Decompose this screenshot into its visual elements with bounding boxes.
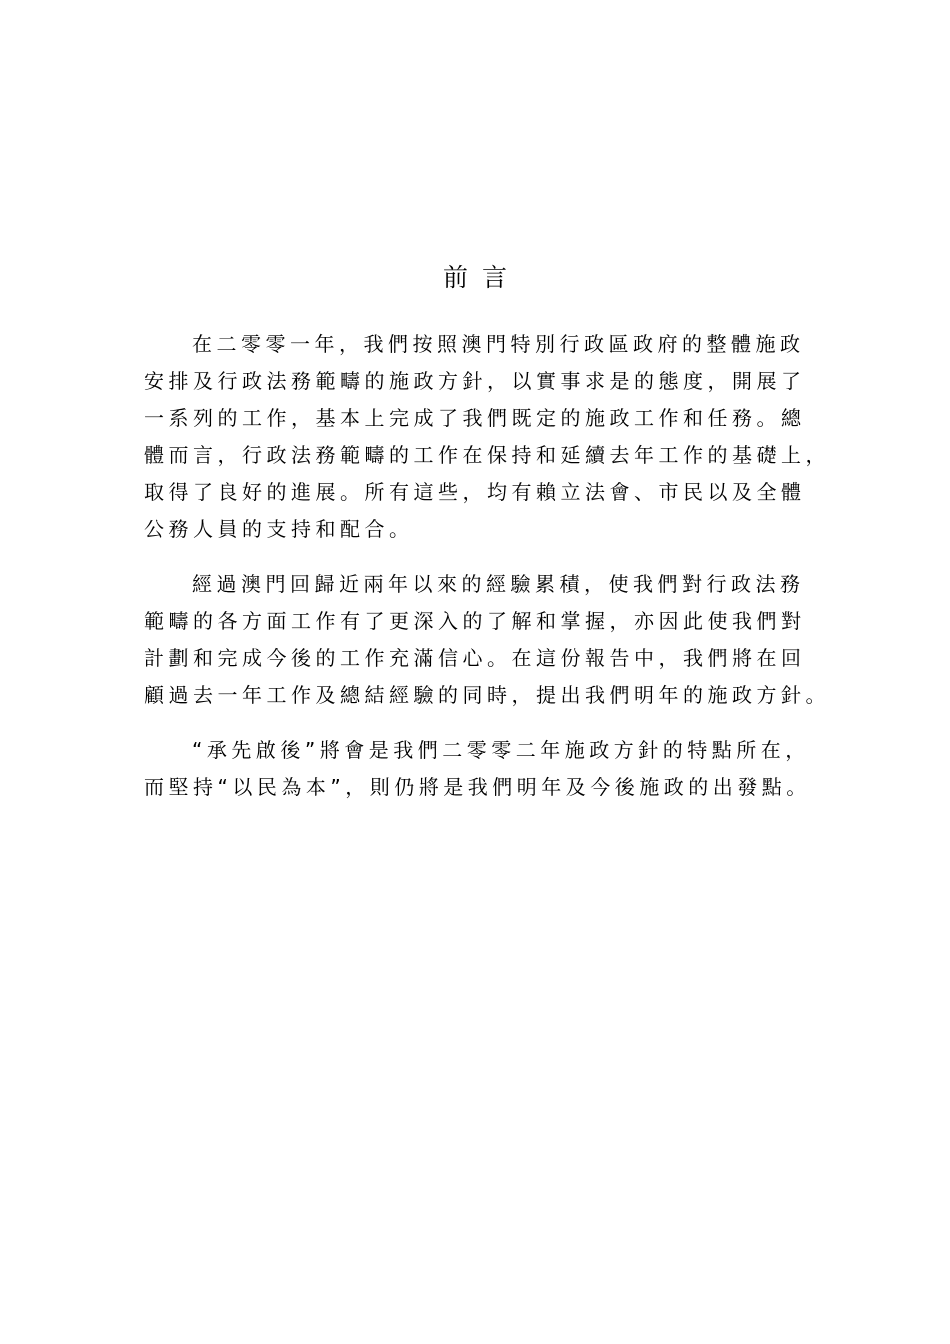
document-body <box>144 326 844 824</box>
page-title: 前言 <box>442 263 521 292</box>
text-line: 經過澳門回歸近兩年以來的經驗累積，使我們對行政法務 <box>192 572 805 596</box>
text-line: 取得了良好的進展。所有這些，均有賴立法會、市民以及全體 <box>144 480 806 504</box>
text-line: 一系列的工作，基本上完成了我們既定的施政工作和任務。總 <box>144 406 806 430</box>
paragraph-2 <box>144 566 844 714</box>
text-line: 顧過去一年工作及總結經驗的同時，提出我們明年的施政方針。 <box>144 683 830 707</box>
text-line: 安排及行政法務範疇的施政方針，以實事求是的態度，開展了 <box>144 369 806 393</box>
text-line: 體而言，行政法務範疇的工作在保持和延續去年工作的基礎上， <box>144 443 830 467</box>
text-line: 在二零零一年，我們按照澳門特別行政區政府的整體施政 <box>192 332 805 356</box>
paragraph-3 <box>144 732 844 806</box>
text-line: 而堅持“以民為本”，則仍將是我們明年及今後施政的出發點。 <box>144 775 811 799</box>
text-line: 公務人員的支持和配合。 <box>144 517 414 541</box>
paragraph-1 <box>144 326 844 548</box>
text-line: “承先啟後”將會是我們二零零二年施政方針的特點所在， <box>192 738 810 762</box>
text-line: 計劃和完成今後的工作充滿信心。在這份報告中，我們將在回 <box>144 646 806 670</box>
text-line: 範疇的各方面工作有了更深入的了解和掌握，亦因此使我們對 <box>144 609 806 633</box>
